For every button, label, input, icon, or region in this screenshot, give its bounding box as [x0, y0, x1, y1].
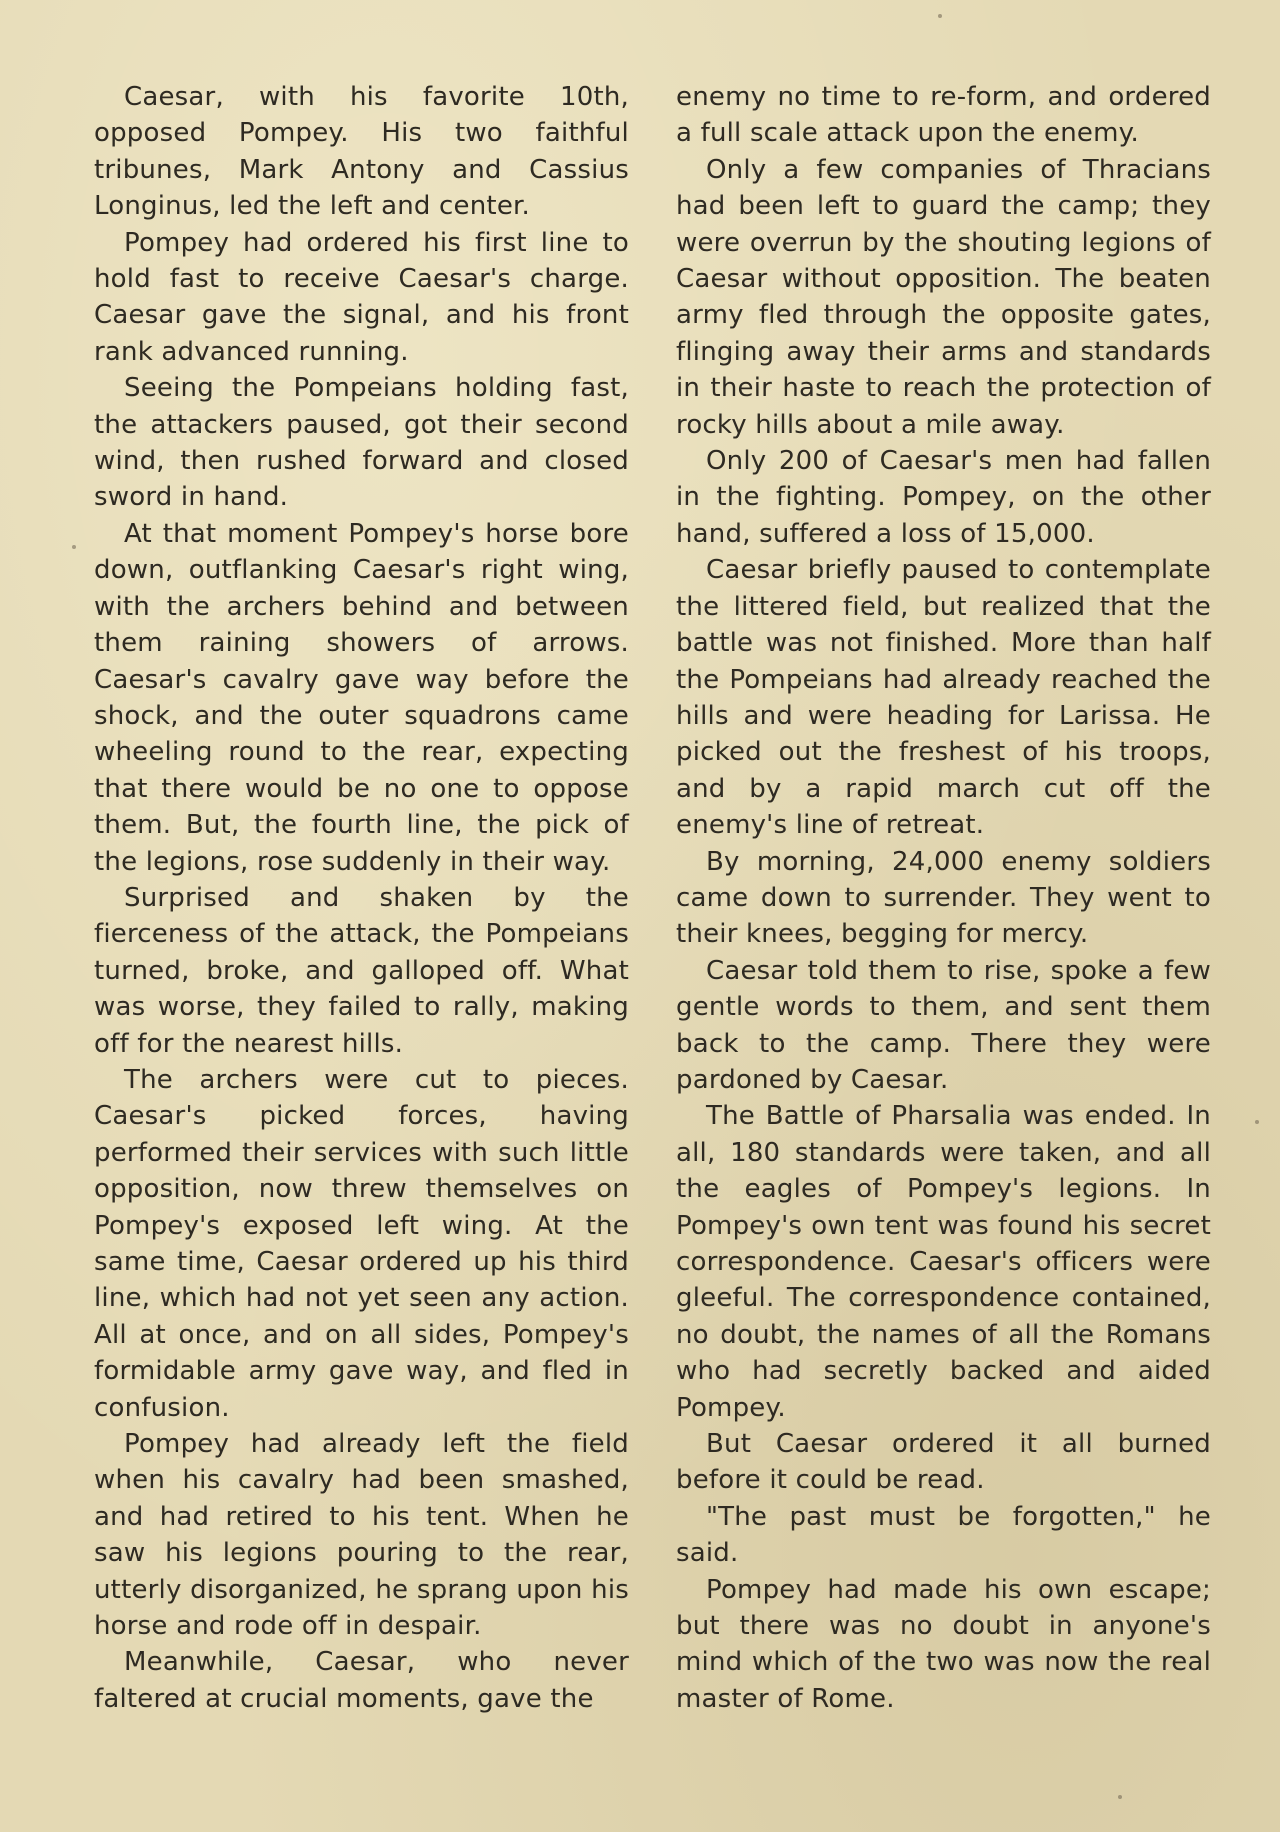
paragraph: Surprised and shaken by the fierceness of the attack, the Pompeians turned, broke, and galloped off. What was worse, they failed to rally, making off for the nearest hills.: [94, 882, 629, 1059]
paragraph: Only 200 of Caesar's men had fallen in the fighting. Pompey, on the other hand, suffered a loss of 15,000.: [676, 446, 1211, 549]
paragraph: Pompey had already left the field when his cavalry had been smashed, and had retired to his tent. When he saw his legions pouring to the rear, utterly disorganized, he sprang upon his horse and rode off in despair.: [94, 1429, 629, 1642]
paragraph: Caesar, with his favorite 10th, opposed Pompey. His two faithful tribunes, Mark Antony and Cassius Longinus, led the left and center.: [94, 82, 629, 222]
paragraph: Only a few companies of Thracians had been left to guard the camp; they were overrun by the shouting legions of Caesar without opposition. The beaten army fled through the opposite gates, flinging away their arms and standards in their haste to reach the protection of rocky hills about a mile away.: [676, 154, 1211, 440]
paragraph: Seeing the Pompeians holding fast, the attackers paused, got their second wind, then rushed forward and closed sword in hand.: [94, 373, 629, 513]
paragraph: But Caesar ordered it all burned before it could be read.: [676, 1429, 1211, 1496]
paragraph: Pompey had made his own escape; but there was no doubt in anyone's mind which of the two was now the real master of Rome.: [676, 1574, 1211, 1714]
print-speck: [1118, 1795, 1122, 1799]
print-speck: [938, 14, 942, 18]
paragraph: Pompey had ordered his first line to hold fast to receive Caesar's charge. Caesar gave the signal, and his front rank advanced running.: [94, 227, 629, 367]
paragraph: The archers were cut to pieces. Caesar's picked forces, having performed their services with such little opposition, now threw themselves on Pompey's exposed left wing. At the same time, Caesar ordered up his third line, which had not yet seen any action. All at once, and on all sides, Pompey's formidable army gave way, and fled in confusion.: [94, 1064, 629, 1423]
paragraph: Caesar briefly paused to contemplate the littered field, but realized that the battle was not finished. More than half the Pompeians had already reached the hills and were heading for Larissa. He picked out the freshest of his troops, and by a rapid march cut off the enemy's line of retreat.: [676, 555, 1211, 841]
print-speck: [72, 545, 76, 549]
paragraph: "The past must be forgotten," he said.: [676, 1501, 1211, 1569]
paragraph: Meanwhile, Caesar, who never faltered at crucial moments, gave the: [94, 1647, 629, 1714]
left-column: [94, 79, 629, 1717]
paragraph: Caesar told them to rise, spoke a few gentle words to them, and sent them back to the camp. There they were pardoned by Caesar.: [676, 955, 1211, 1095]
right-column: [676, 79, 1211, 1717]
paragraph: The Battle of Pharsalia was ended. In all, 180 standards were taken, and all the eagles of Pompey's legions. In Pompey's own tent was found his secret correspondence. Caesar's officers were gleeful. The correspondence contained, no doubt, the names of all the Romans who had secretly backed and aided Pompey.: [676, 1101, 1211, 1423]
paragraph-continuation: enemy no time to re-form, and ordered a full scale attack upon the enemy.: [676, 82, 1211, 149]
print-speck: [1255, 1120, 1259, 1124]
paragraph: At that moment Pompey's horse bore down, outflanking Caesar's right wing, with the archers behind and between them raining showers of arrows. Caesar's cavalry gave way before the shock, and the outer squadrons came wheeling round to the rear, expecting that there would be no one to oppose them. But, the fourth line, the pick of the legions, rose suddenly in their way.: [94, 518, 629, 877]
paragraph: By morning, 24,000 enemy soldiers came down to surrender. They went to their knees, begging for mercy.: [676, 846, 1211, 950]
